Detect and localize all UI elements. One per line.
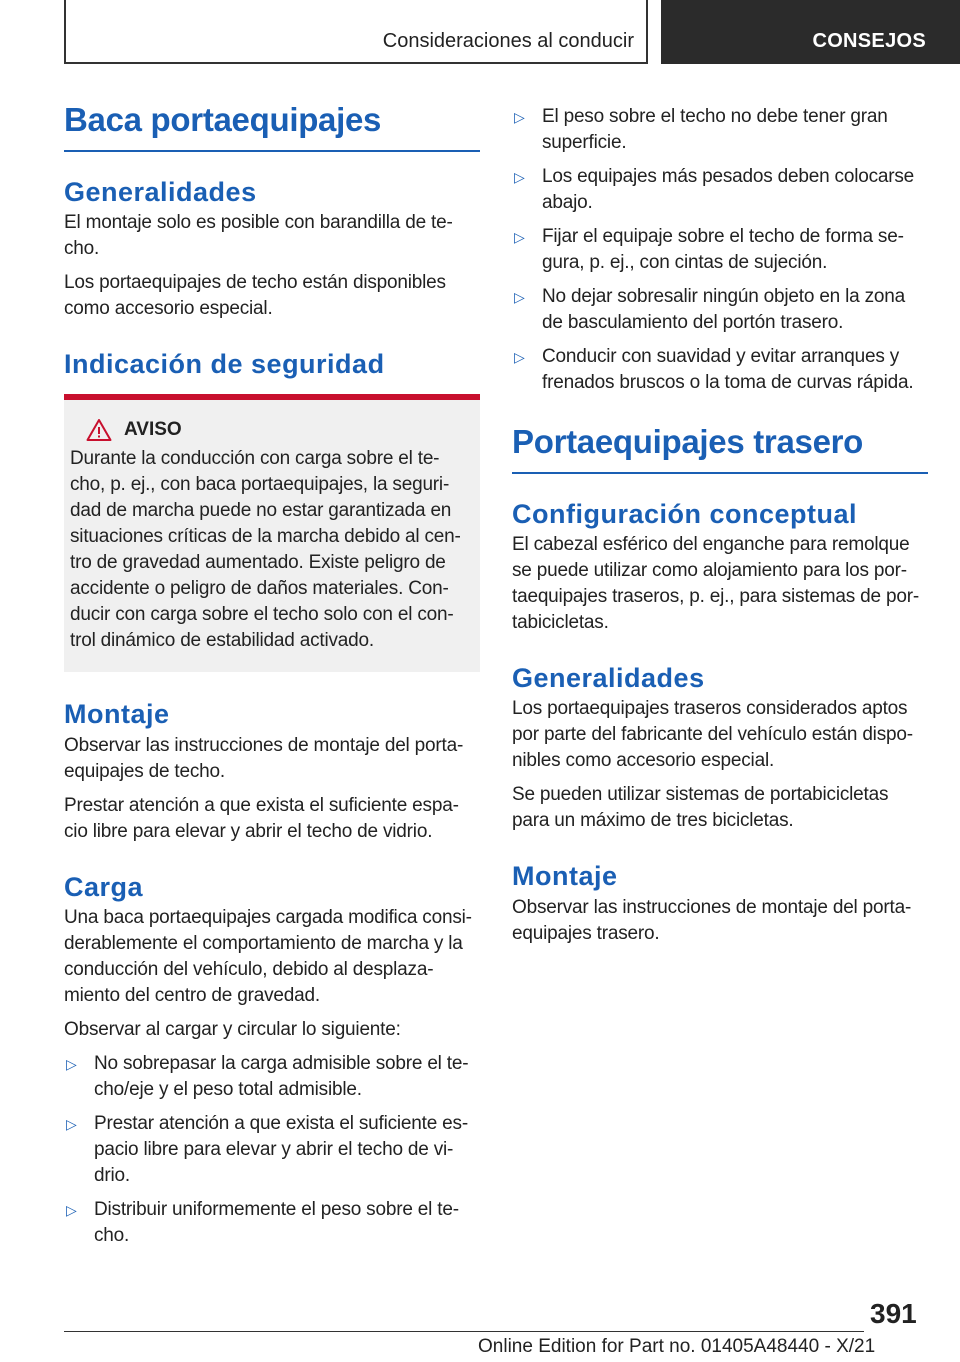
footer-divider bbox=[64, 1331, 864, 1332]
heading-carga: Carga bbox=[64, 871, 144, 902]
list-item: ▷ No dejar sobresalir ningún objeto en la zona de basculamiento del portón trasero. bbox=[514, 286, 905, 333]
paragraph: El montaje solo es posible con barandilla de te‐cho. bbox=[64, 211, 453, 259]
header-chapter-box bbox=[661, 0, 960, 64]
heading-montaje-trasero: Montaje bbox=[512, 861, 618, 892]
heading-seguridad: Indicación de seguridad bbox=[64, 348, 385, 379]
header-section-title: Consideraciones al conducir bbox=[382, 30, 634, 52]
header-section-box bbox=[64, 0, 648, 64]
triangle-bullet-icon: ▷ bbox=[514, 109, 525, 125]
paragraph: Una baca portaequipajes cargada modifica consi‐derablemente el comportamiento de marcha y la conducción del vehículo, debido al desplaza‐miento del centro de gravedad. bbox=[64, 907, 472, 1007]
paragraph: Observar al cargar y circular lo siguiente: bbox=[64, 1019, 401, 1041]
triangle-bullet-icon: ▷ bbox=[66, 1116, 77, 1133]
page-number: 391 bbox=[870, 1298, 917, 1329]
heading-montaje: Montaje bbox=[64, 699, 170, 730]
warning-box bbox=[64, 400, 480, 672]
triangle-bullet-icon: ▷ bbox=[66, 1202, 77, 1219]
carga-list bbox=[64, 1051, 480, 1249]
carga-list-continued bbox=[512, 104, 928, 396]
header-chapter-title: CONSEJOS bbox=[812, 30, 926, 52]
left-column bbox=[64, 100, 480, 1257]
triangle-bullet-icon: ▷ bbox=[514, 229, 525, 245]
right-column bbox=[512, 100, 928, 955]
list-item: ▷ No sobrepasar la carga admisible sobre el te‐cho/eje y el peso total admisible. bbox=[66, 1053, 469, 1101]
list-item: ▷ Los equipajes más pesados deben colocarse abajo. bbox=[514, 166, 915, 213]
paragraph: Observar las instrucciones de montaje del porta‐equipajes trasero. bbox=[512, 896, 912, 944]
list-item: ▷ Prestar atención a que exista el suficiente es‐pacio libre para elevar y abrir el techo de vi‐drio. bbox=[66, 1113, 468, 1187]
warning-triangle-icon bbox=[86, 418, 112, 442]
warning-title: AVISO bbox=[124, 419, 182, 441]
paragraph: Los portaequipajes traseros considerados aptos por parte del fabricante del vehículo están dispo‐nibles como accesorio especial. bbox=[512, 698, 913, 772]
warning-header bbox=[86, 418, 472, 442]
paragraph: Se pueden utilizar sistemas de portabicicletas para un máximo de tres bicicletas. bbox=[512, 784, 889, 832]
list-item: ▷ Fijar el equipaje sobre el techo de forma se‐gura, p. ej., con cintas de sujeción. bbox=[514, 226, 904, 273]
list-item: ▷ El peso sobre el techo no debe tener gran superficie. bbox=[514, 106, 888, 153]
paragraph: Los portaequipajes de techo están disponibles como accesorio especial. bbox=[64, 271, 446, 319]
warning-text: Durante la conducción con carga sobre el te‐cho, p. ej., con baca portaequipajes, la seguri‐dad de marcha puede no estar garantizada en situaciones críticas de la marcha debido al cen‐tro de gravedad aumentado. Existe peligro de accidente o peligro de daños materiales. Con‐ducir con carga sobre el techo solo con el con‐trol dinámico de estabilidad activado. bbox=[70, 448, 461, 652]
paragraph: Observar las instrucciones de montaje del porta‐equipajes de techo. bbox=[64, 734, 464, 782]
paragraph: El cabezal esférico del enganche para remolque se puede utilizar como alojamiento para los por‐taequipajes traseros, p. ej., para sistemas de por‐tabicicletas. bbox=[512, 533, 919, 633]
triangle-bullet-icon: ▷ bbox=[514, 169, 525, 185]
paragraph: Prestar atención a que exista el suficiente espa‐cio libre para elevar y abrir el techo de vidrio. bbox=[64, 794, 459, 842]
footer-edition: Online Edition for Part no. 01405A48440 - X/21 bbox=[478, 1336, 876, 1357]
list-item: ▷ Distribuir uniformemente el peso sobre el te‐cho. bbox=[66, 1199, 459, 1247]
page-title: Baca portaequipajes bbox=[64, 100, 480, 152]
triangle-bullet-icon: ▷ bbox=[66, 1056, 77, 1073]
heading-configuracion: Configuración conceptual bbox=[512, 498, 858, 529]
heading-generalidades: Generalidades bbox=[64, 176, 257, 207]
triangle-bullet-icon: ▷ bbox=[514, 349, 525, 365]
heading-generalidades-trasero: Generalidades bbox=[512, 662, 705, 693]
list-item: ▷ Conducir con suavidad y evitar arranques y frenados bruscos o la toma de curvas rápida. bbox=[514, 346, 914, 393]
section-title-portaequipajes-trasero: Portaequipajes trasero bbox=[512, 422, 928, 474]
triangle-bullet-icon: ▷ bbox=[514, 289, 525, 305]
